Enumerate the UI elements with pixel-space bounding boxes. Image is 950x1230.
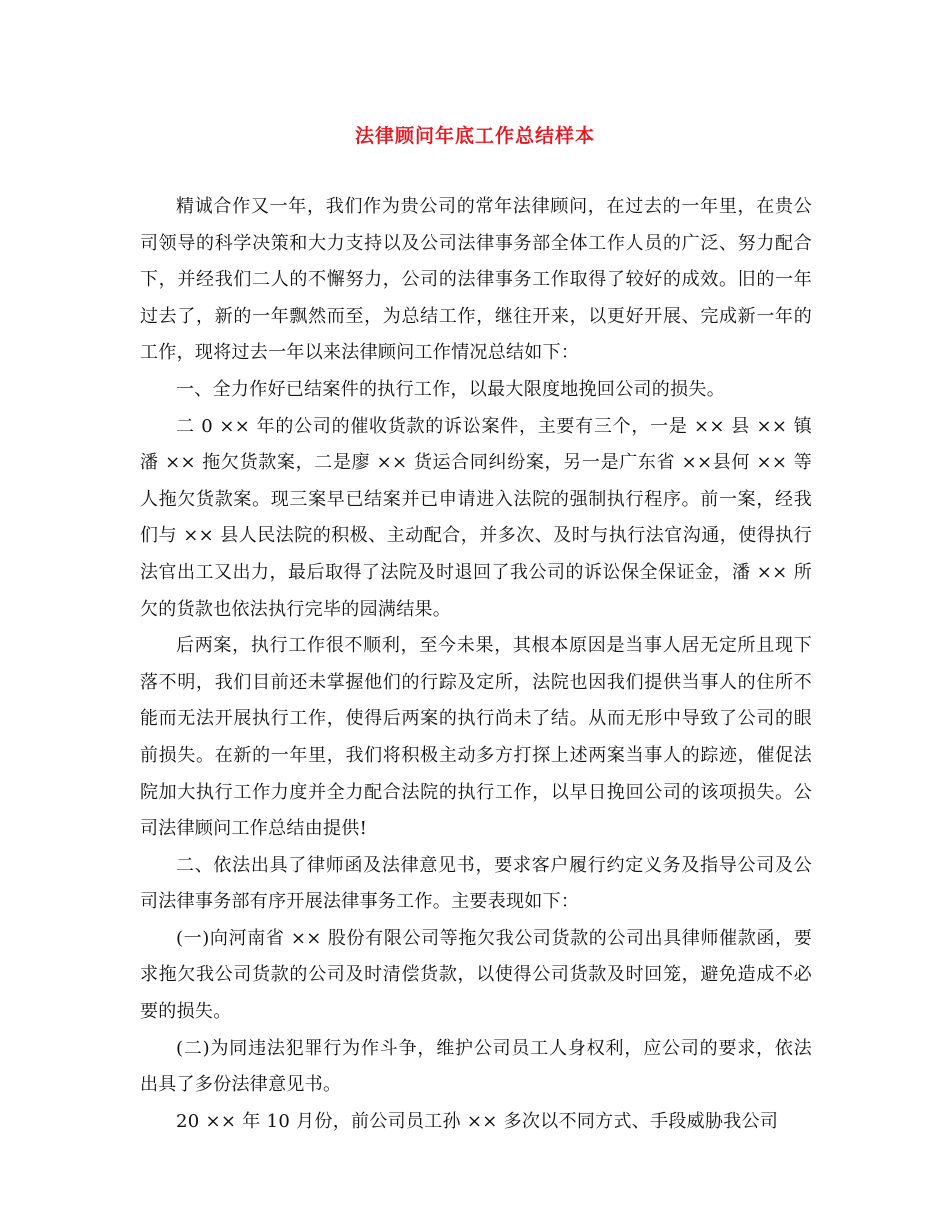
paragraph: 二 0 ×× 年的公司的催收货款的诉讼案件，主要有三个，一是 ×× 县 ×× 镇潘 ×× 拖欠货款案，二是廖 ×× 货运合同纠纷案，另一是广东省 ××县何 ×× 等人拖欠货款案。现三案早已结案并已申请进入法院的强制执行程序。前一案，经我们与 ×× 县人民法院的积极、主动配合，并多次、及时与执行法官沟通，使得执行法官出工又出力，最后取得了法院及时退回了我公司的诉讼保全保证金，潘 ×× 所欠的货款也依法执行完毕的园满结果。	[140, 415, 812, 620]
paragraph: 精诚合作又一年，我们作为贵公司的常年法律顾问，在过去的一年里，在贵公司领导的科学决策和大力支持以及公司法律事务部全体工作人员的广泛、努力配合下，并经我们二人的不懈努力，公司的法律事务工作取得了较好的成效。旧的一年过去了，新的一年飘然而至，为总结工作，继往开来，以更好开展、完成新一年的工作，现将过去一年以来法律顾问工作情况总结如下：	[140, 196, 812, 364]
paragraph: 20 ×× 年 10 月份，前公司员工孙 ×× 多次以不同方式、手段威胁我公司	[176, 1110, 779, 1132]
paragraph: (二)为同违法犯罪行为作斗争，维护公司员工人身权利，应公司的要求，依法出具了多份法律意见书。	[140, 1037, 812, 1096]
paragraph: 后两案，执行工作很不顺利，至今未果，其根本原因是当事人居无定所且现下落不明，我们目前还未掌握他们的行踪及定所，法院也因我们提供当事人的住所不能而无法开展执行工作，使得后两案的执行尚未了结。从而无形中导致了公司的眼前损失。在新的一年里，我们将积极主动多方打探上述两案当事人的踪迹，催促法院加大执行工作力度并全力配合法院的执行工作，以早日挽回公司的该项损失。公司法律顾问工作总结由提供!	[140, 635, 812, 840]
paragraph: 二、依法出具了律师函及法律意见书，要求客户履行约定义务及指导公司及公司法律事务部有序开展法律事务工作。主要表现如下：	[140, 854, 812, 913]
paragraph: (一)向河南省 ×× 股份有限公司等拖欠我公司货款的公司出具律师催款函，要求拖欠我公司货款的公司及时清偿货款，以使得公司货款及时回笼，避免造成不必要的损失。	[140, 927, 812, 1023]
document-title: 法律顾问年底工作总结样本	[354, 125, 595, 147]
document-body	[140, 189, 812, 1140]
paragraph: 一、全力作好已结案件的执行工作，以最大限度地挽回公司的损失。	[176, 378, 725, 400]
